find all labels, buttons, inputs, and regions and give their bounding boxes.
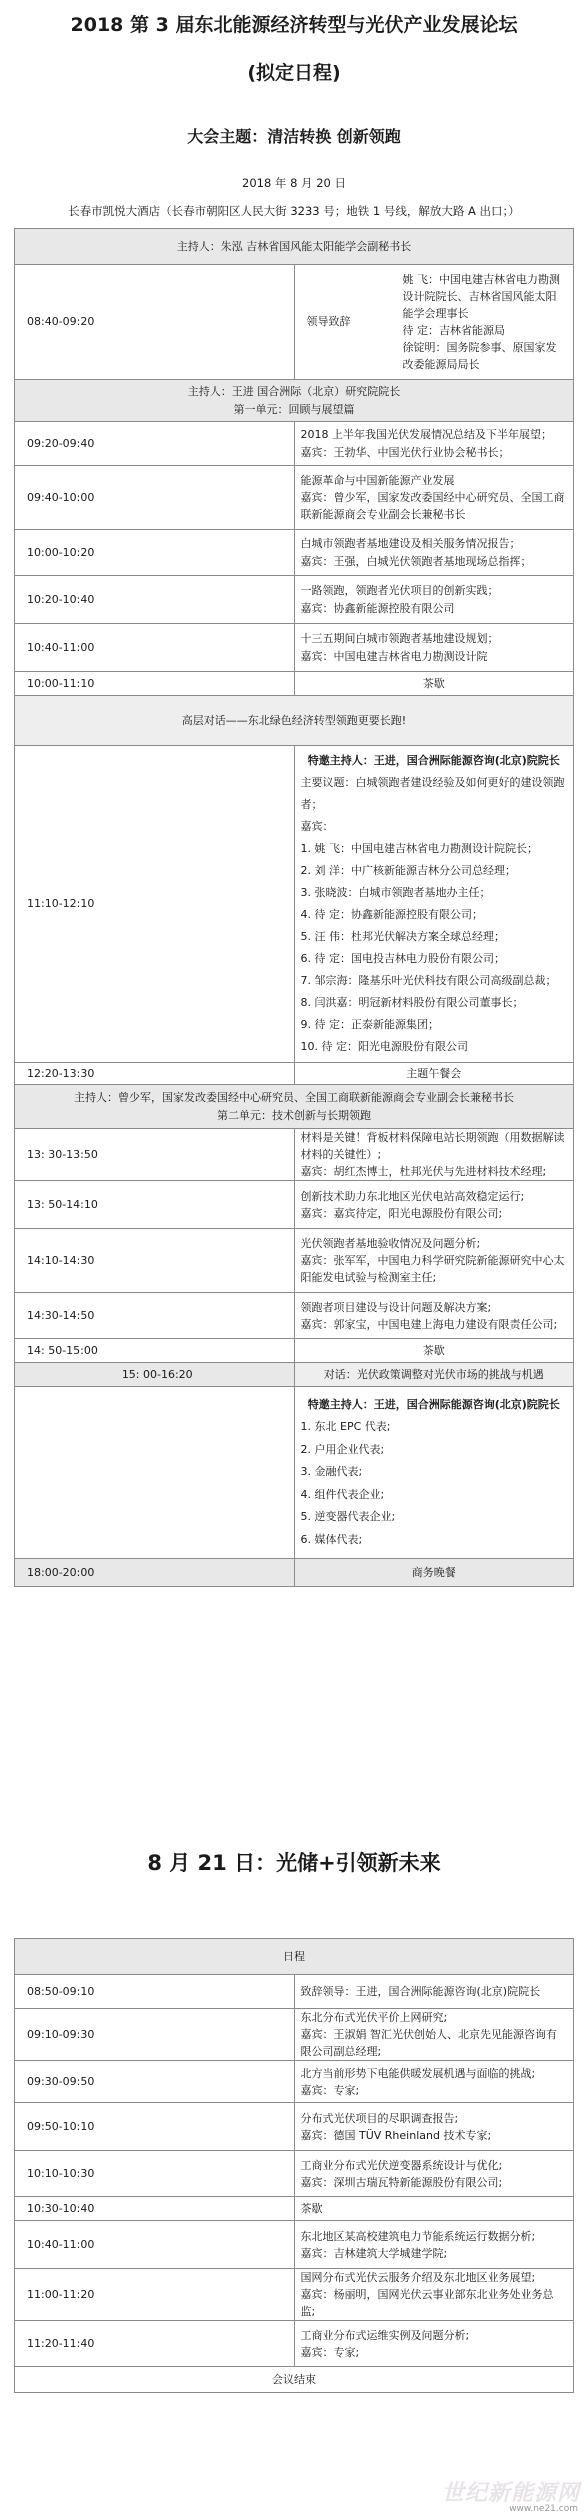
host-name: 主持人：王进 国合洲际（北京）研究院院长 [187,385,401,399]
session-content: 光伏领跑者基地验收情况及问题分析; 嘉宾：张军军，中国电力科学研究院新能源研究中心太阳能发电试验与检测室主任; [294,1229,574,1293]
guest-item: 5. 逆变器代表企业; [300,1510,396,1524]
session-content: 工商业分布式光伏逆变器系统设计与优化; 嘉宾：深圳古瑞瓦特新能源股份有限公司; [294,2151,574,2197]
session-content: 创新技术助力东北地区光伏电站高效稳定运行; 嘉宾：嘉宾待定，阳光电源股份有限公司; [294,1181,574,1229]
speaker-line: 待 定：吉林省能源局 [402,324,505,337]
guest-item: 9. 待 定：正泰新能源集团； [300,1018,439,1031]
session-content: 工商业分布式运维实例及问题分析; 嘉宾：专家; [294,2321,574,2367]
session-content: 分布式光伏项目的尽职调查报告; 嘉宾：德国 TÜV Rheinland 技术专家; [294,2103,574,2151]
host-name: 主持人：曾少军，国家发改委国经中心研究员、全国工商联新能源商会专业副会长兼秘书长 [74,1091,514,1105]
session-time: 11:20-11:40 [15,2321,295,2367]
day2-heading: 8 月 21 日：光储+引领新未来 [147,1851,441,1875]
session-time: 18:00-20:00 [15,1559,295,1587]
tea-break: 茶歇 [294,1339,574,1363]
tea-break: 茶歇 [294,2197,574,2221]
guest-item: 1. 东北 EPC 代表; [300,1420,391,1434]
session-content: 一路领跑，领跑者光伏项目的创新实践； 嘉宾：协鑫新能源控股有限公司 [294,576,574,624]
agenda-header: 日程 [15,1939,574,1975]
session-time: 08:50-09:10 [15,1975,295,2009]
page-title: 2018 第 3 届东北能源经济转型与光伏产业发展论坛 [70,14,518,36]
guest-item: 3. 金融代表; [300,1465,363,1479]
guest-item: 4. 待 定：协鑫新能源控股有限公司； [300,908,483,921]
unit-title: 第二单元：技术创新与长期领跑 [217,1108,371,1122]
session-content: 十三五期间白城市领跑者基地建设规划； 嘉宾：中国电建吉林省电力勘测设计院 [294,624,574,672]
guest-item: 3. 张晓波：白城市领跑者基地办主任； [300,886,491,899]
opening-cell [294,265,574,380]
speaker-line: 姚 飞：中国电建吉林省电力勘测设计院院长、吉林省国风能太阳能学会理事长 [402,272,560,320]
opening-speakers [397,267,574,377]
conference-venue: 长春市凯悦大酒店（长春市朝阳区人民大街 3233 号；地铁 1 号线，解放大路 A 出口；） [68,204,520,218]
session-time: 09:40-10:00 [15,466,295,530]
guest-item: 6. 待 定：国电投吉林电力股份有限公司； [300,952,505,965]
session-time: 10:20-10:40 [15,576,295,624]
dialog-content [294,1387,574,1559]
session-time: 09:30-09:50 [15,2061,295,2103]
session-content: 白城市领跑者基地建设及相关服务情况报告； 嘉宾：王强，白城光伏领跑者基地现场总指挥； [294,530,574,576]
speaker-line: 徐锭明：国务院参事、原国家发改委能源局局长 [402,341,557,372]
opening-label: 领导致辞 [306,315,351,329]
unit-title: 第一单元：回顾与展望篇 [233,402,355,416]
guest-item: 5. 汪 伟：杜邦光伏解决方案全球总经理； [300,930,505,943]
dialog-title: 对话：光伏政策调整对光伏市场的挑战与机遇 [294,1363,574,1387]
guest-item: 2. 刘 洋：中广核新能源吉林分公司总经理； [300,864,516,877]
dialog-host: 特邀主持人：王进，国合洲际能源咨询(北京)院院长 [307,1397,560,1411]
guest-item: 2. 户用企业代表; [300,1442,385,1456]
session-time: 08:40-09:20 [15,265,295,380]
guest-item: 4. 组件代表企业; [300,1487,385,1501]
session-time: 14: 50-15:00 [15,1339,295,1363]
session-content: 2018 上半年我国光伏发展情况总结及下半年展望； 嘉宾：王勃华、中国光伏行业协会秘书长； [294,422,574,466]
session-time: 13: 50-14:10 [15,1181,295,1229]
watermark-logo: 世纪新能源网 [441,2481,580,2506]
session-time: 12:20-13:30 [15,1063,295,1085]
session-time: 10:40-11:00 [15,2221,295,2269]
session-time: 13: 30-13:50 [15,1129,295,1181]
session-content: 致辞领导：王进，国合洲际能源咨询(北京)院院长 [294,1975,574,2009]
host-row: 主持人：朱泓 吉林省国风能太阳能学会副秘书长 [15,229,574,265]
conference-date: 2018 年 8 月 20 日 [242,176,346,190]
session-time: 14:30-14:50 [15,1293,295,1339]
session-time: 09:10-09:30 [15,2009,295,2061]
lunch: 主题午餐会 [294,1063,574,1085]
session-content: 东北分布式光伏平价上网研究; 嘉宾：王淑娟 智汇光伏创始人、北京先见能源咨询有限公司副总经理; [294,2009,574,2061]
guest-item: 10. 待 定：阳光电源股份有限公司 [300,1040,468,1053]
session-content: 材料是关键！背板材料保障电站长期领跑（用数据解读材料的关键性）; 嘉宾：胡红杰博士，杜邦光伏与先进材料技术经理; [294,1129,574,1181]
session-content: 领跑者项目建设与设计问题及解决方案; 嘉宾：郭家宝，中国电建上海电力建设有限责任公司; [294,1293,574,1339]
session-time: 10:00-10:20 [15,530,295,576]
session-time: 10:10-10:30 [15,2151,295,2197]
session-time: 11:10-12:10 [15,746,295,1063]
session-time: 10:30-10:40 [15,2197,295,2221]
host-row [15,1085,574,1129]
session-content: 东北地区某高校建筑电力节能系统运行数据分析; 嘉宾：吉林建筑大学城建学院; [294,2221,574,2269]
watermark-url: www.ne21.com [509,2504,578,2514]
session-time [15,1387,295,1559]
session-time: 09:50-10:10 [15,2103,295,2151]
forum-content [294,746,574,1063]
day1-agenda-table [14,228,574,1587]
tea-break: 茶歇 [294,672,574,696]
guest-item: 1. 姚 飞：中国电建吉林省电力勘测设计院院长； [300,842,538,855]
host-row [15,380,574,422]
dialog-title: 高层对话——东北绿色经济转型领跑更要长跑! [15,696,574,746]
guest-item: 7. 邹宗海：隆基乐叶光伏科技有限公司高级副总裁； [300,974,557,987]
forum-guests-label: 嘉宾： [300,820,334,833]
session-time: 15: 00-16:20 [15,1363,295,1387]
session-time: 11:00-11:20 [15,2269,295,2321]
forum-topic: 主要议题：白城领跑者建设经验及如何更好的建设领跑者； [300,776,565,811]
session-content: 国网分布式光伏云服务介绍及东北地区业务展望; 嘉宾：杨丽明，国网光伏云事业部东北业务处业务总监; [294,2269,574,2321]
guest-item: 6. 媒体代表; [300,1533,363,1546]
session-time: 14:10-14:30 [15,1229,295,1293]
forum-host: 特邀主持人：王进，国合洲际能源咨询(北京)院院长 [307,754,560,767]
session-content: 北方当前形势下电能供暖发展机遇与面临的挑战; 嘉宾：专家; [294,2061,574,2103]
session-content: 能源革命与中国新能源产业发展 嘉宾：曾少军，国家发改委国经中心研究员、全国工商联新能源商会专业副会长兼秘书长 [294,466,574,530]
session-time: 10:40-11:00 [15,624,295,672]
conference-theme: 大会主题：清洁转换 创新领跑 [187,127,401,146]
page-subtitle: (拟定日程) [247,62,341,84]
day2-agenda-table [14,1938,574,2393]
session-time: 09:20-09:40 [15,422,295,466]
closing-row: 会议结束 [15,2367,574,2393]
session-time: 10:00-11:10 [15,672,295,696]
dinner: 商务晚餐 [294,1559,574,1587]
guest-item: 8. 闫洪嘉：明冠新材料股份有限公司董事长； [300,996,524,1009]
